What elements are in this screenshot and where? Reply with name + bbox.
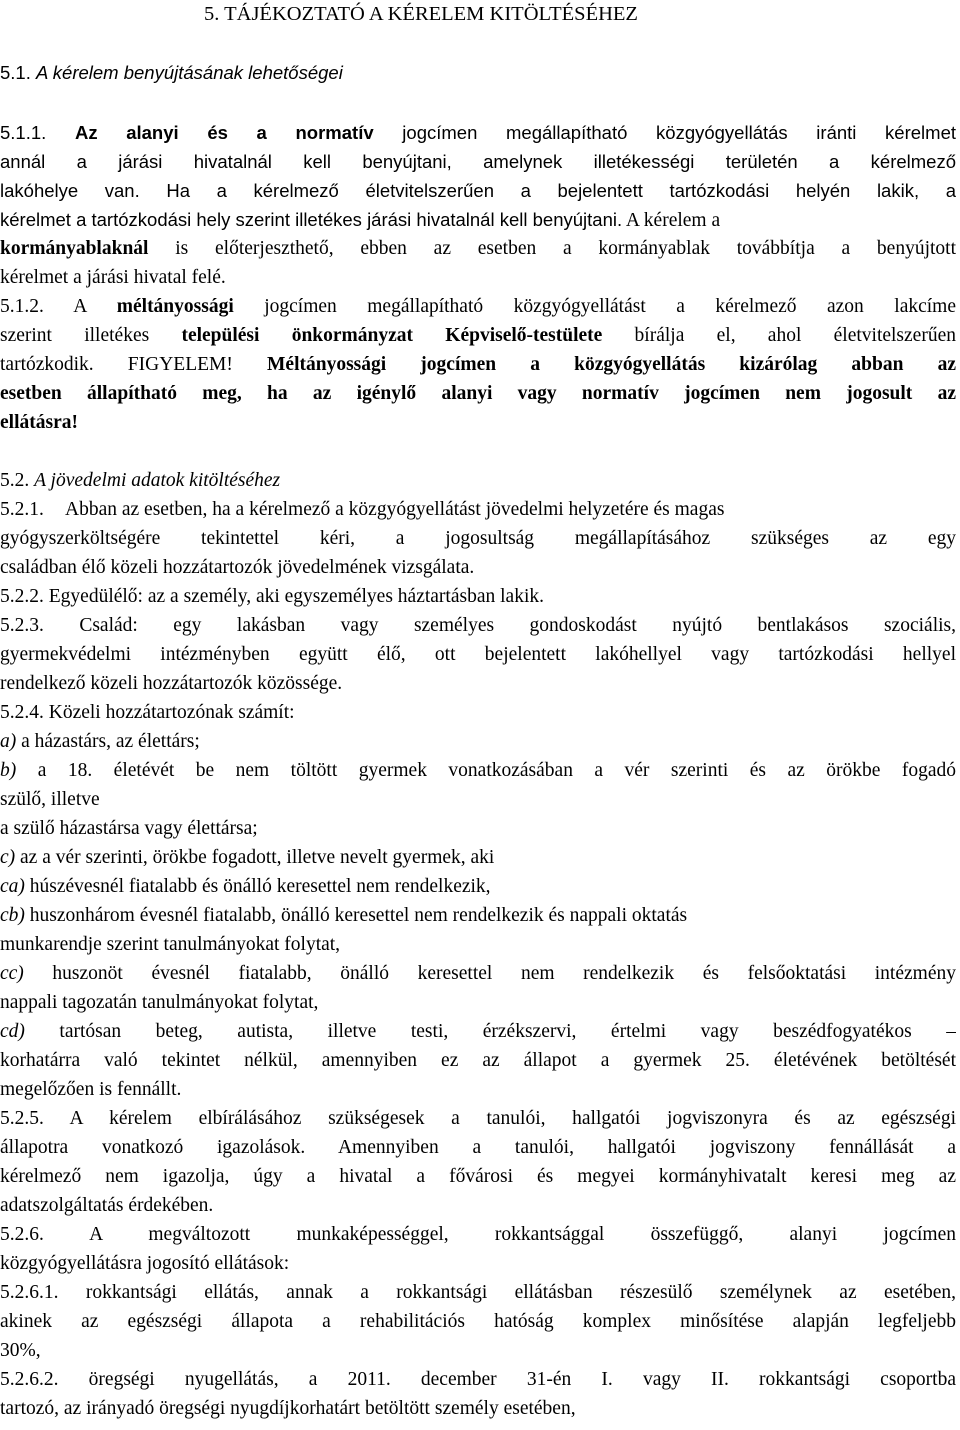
paragraph-text: 5.1.2. A bbox=[0, 296, 117, 317]
paragraph-text: tartózkodik. FIGYELEM! bbox=[0, 354, 268, 375]
emphasis: méltányossági bbox=[116, 296, 234, 317]
paragraph-line bbox=[0, 292, 956, 321]
paragraph-line bbox=[0, 234, 956, 263]
list-item bbox=[0, 1046, 956, 1075]
paragraph-line: 5.2.4. Közeli hozzátartozónak számít: bbox=[0, 702, 295, 723]
paragraph-line bbox=[0, 205, 956, 235]
list-item bbox=[0, 785, 956, 814]
paragraph-line bbox=[0, 118, 956, 147]
list-text: húszévesnél fiatalabb és önálló keresettel nem rendelkezik, bbox=[24, 876, 491, 897]
paragraph-line: akinek az egészségi állapota a rehabilitációs hatóság komplex minősítése alapján legfeljebb bbox=[0, 1311, 956, 1332]
paragraph-text: szerint illetékes bbox=[0, 325, 182, 346]
paragraph-line: 5.2.6.1. rokkantsági ellátás, annak a rokkantsági ellátásban részesülő személynek az esetében, bbox=[0, 1282, 956, 1303]
paragraph-text: A kérelem a bbox=[622, 210, 721, 231]
list-item bbox=[0, 930, 956, 959]
list-text: a házastárs, az élettárs; bbox=[16, 731, 200, 752]
paragraph-line: lakóhelye van. Ha a kérelmező életvitelszerűen a bejelentett tartózkodási helyén lakik, a bbox=[0, 180, 956, 201]
list-item bbox=[0, 843, 956, 872]
list-text: tartósan beteg, autista, illetve testi, érzékszervi, értelmi vagy beszédfogyatékos – bbox=[24, 1021, 956, 1042]
emphasis: esetben állapítható meg, ha az igénylő alanyi vagy normatív jogcímen nem jogosult az bbox=[0, 383, 956, 404]
list-marker: cb) bbox=[0, 905, 25, 926]
emphasis: Méltányossági jogcímen a közgyógyellátás kizárólag abban az bbox=[267, 354, 956, 375]
paragraph-line: 5.2.2. Egyedülélő: az a személy, aki egyszemélyes háztartásban lakik. bbox=[0, 586, 544, 607]
paragraph-line: gyermekvédelmi intézményben együtt élő, ott bejelentett lakóhellyel vagy tartózkodási hellyel bbox=[0, 644, 956, 665]
paragraph-text: bírálja el, ahol életvitelszerűen bbox=[602, 325, 956, 346]
paragraph-line: családban élő közeli hozzátartozók jövedelmének vizsgálata. bbox=[0, 557, 475, 578]
list-marker: c) bbox=[0, 847, 16, 868]
paragraph-line: állapotra vonatkozó igazolások. Amennyiben a tanulói, hallgatói jogviszony fennállását a bbox=[0, 1137, 956, 1158]
list-text: a szülő házastársa vagy élettársa; bbox=[0, 818, 258, 839]
emphasis: normatív bbox=[295, 122, 374, 143]
emphasis: települési önkormányzat Képviselő-testülete bbox=[181, 325, 603, 346]
emphasis: ellátásra! bbox=[0, 412, 78, 433]
paragraph-line bbox=[0, 379, 956, 408]
paragraph-line: közgyógyellátásra jogosító ellátások: bbox=[0, 1253, 290, 1274]
paragraph-text: kérelmet a tartózkodási hely szerint illetékes járási hivatalnál kell benyújtani. bbox=[0, 209, 623, 230]
list-text: a 18. életévét be nem töltött gyermek vonatkozásában a vér szerinti és az örökbe fogadó bbox=[16, 760, 956, 781]
list-marker: cc) bbox=[0, 963, 24, 984]
paragraph-line bbox=[0, 321, 956, 350]
paragraph-line: annál a járási hivatalnál kell benyújtani, amelynek illetékességi területén a kérelmező bbox=[0, 151, 956, 172]
list-item bbox=[0, 988, 956, 1017]
list-item bbox=[0, 727, 956, 756]
paragraph-line: 5.2.6. A megváltozott munkaképességgel, rokkantsággal összefüggő, alanyi jogcímen bbox=[0, 1224, 956, 1245]
list-text: huszonhárom évesnél fiatalabb, önálló keresettel nem rendelkezik és nappali oktatás bbox=[24, 905, 688, 926]
section-number: 5.2. bbox=[0, 470, 30, 491]
emphasis: és a bbox=[178, 122, 296, 143]
paragraph-line: 5.2.3. Család: egy lakásban vagy személyes gondoskodást nyújtó bentlakásos szociális, bbox=[0, 615, 956, 636]
list-item bbox=[0, 756, 956, 785]
paragraph-line: Abban az esetben, ha a kérelmező a közgyógyellátást jövedelmi helyzetére és magas bbox=[65, 499, 725, 520]
paragraph-text: is előterjeszthető, ebben az esetben a kormányablak továbbítja a benyújtott bbox=[148, 238, 956, 259]
list-marker: cd) bbox=[0, 1021, 25, 1042]
list-item bbox=[0, 959, 956, 988]
paragraph-text: jogcímen megállapítható közgyógyellátást a kérelmező azon lakcíme bbox=[233, 296, 956, 317]
list-item bbox=[0, 872, 956, 901]
section-number: 5.1. bbox=[0, 62, 31, 83]
document-heading: 5. TÁJÉKOZTATÓ A KÉRELEM KITÖLTÉSÉHEZ bbox=[204, 3, 638, 25]
list-item bbox=[0, 814, 956, 843]
section-5-2-heading bbox=[0, 466, 956, 495]
paragraph-text: jogcímen megállapítható közgyógyellátás iránti kérelmet bbox=[373, 122, 956, 143]
section-5-1-heading bbox=[0, 58, 956, 87]
paragraph-line: 5.2.5. A kérelem elbírálásához szükségesek a tanulói, hallgatói jogviszonyra és az egészségi bbox=[0, 1108, 956, 1129]
paragraph-line bbox=[0, 350, 956, 379]
section-title: A jövedelmi adatok kitöltéséhez bbox=[34, 470, 281, 491]
paragraph-line: kérelmező nem igazolja, úgy a hivatal a fővárosi és megyei kormányhivatalt keresi meg az bbox=[0, 1166, 956, 1187]
list-marker: b) bbox=[0, 760, 17, 781]
list-text: az a vér szerinti, örökbe fogadott, illetve nevelt gyermek, aki bbox=[15, 847, 495, 868]
emphasis: Az alanyi bbox=[74, 122, 179, 143]
paragraph-line: 30%, bbox=[0, 1340, 41, 1361]
paragraph-line: rendelkező közeli hozzátartozók közössége. bbox=[0, 673, 343, 694]
section-title: A kérelem benyújtásának lehetőségei bbox=[36, 62, 343, 83]
list-text: munkarendje szerint tanulmányokat folytat, bbox=[0, 934, 341, 955]
list-text: megelőzően is fennállt. bbox=[0, 1079, 182, 1100]
paragraph-line: adatszolgáltatás érdekében. bbox=[0, 1195, 214, 1216]
emphasis: kormányablaknál bbox=[0, 238, 149, 259]
paragraph-line: tartozó, az irányadó öregségi nyugdíjkorhatárt betöltött személy esetében, bbox=[0, 1398, 576, 1419]
paragraph-line: kérelmet a járási hivatal felé. bbox=[0, 267, 226, 288]
list-text: huszonöt évesnél fiatalabb, önálló keresettel nem rendelkezik és felsőoktatási intézmény bbox=[23, 963, 956, 984]
list-item bbox=[0, 1017, 956, 1046]
paragraph-line bbox=[0, 408, 956, 437]
list-text: korhatárra való tekintet nélkül, amennyiben ez az állapot a gyermek 25. életévének betöltését bbox=[0, 1050, 956, 1071]
paragraph-line: 5.2.1. bbox=[0, 499, 44, 520]
list-text: nappali tagozatán tanulmányokat folytat, bbox=[0, 992, 319, 1013]
paragraph-line: 5.2.6.2. öregségi nyugellátás, a 2011. december 31-én I. vagy II. rokkantsági csoportba bbox=[0, 1369, 956, 1390]
list-marker: a) bbox=[0, 731, 17, 752]
paragraph-line: gyógyszerköltségére tekintettel kéri, a jogosultság megállapításához szükséges az egy bbox=[0, 528, 956, 549]
list-marker: ca) bbox=[0, 876, 25, 897]
list-text: szülő, illetve bbox=[0, 789, 100, 810]
paragraph-number: 5.1.1. bbox=[0, 122, 75, 143]
list-item bbox=[0, 1075, 956, 1104]
list-item bbox=[0, 901, 956, 930]
